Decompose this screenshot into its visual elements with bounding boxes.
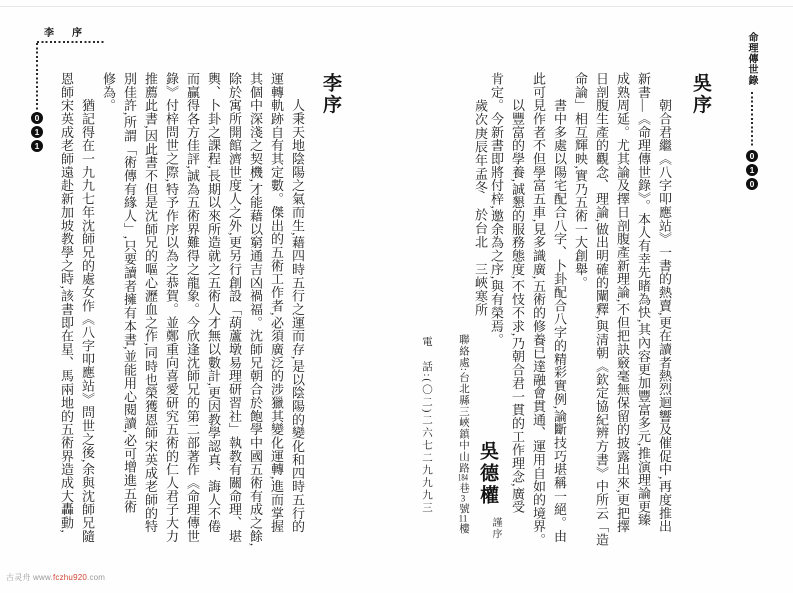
signature-honorific: 謹序 — [490, 517, 501, 540]
text-column: 肯定。今新書即將付梓,邀余為之序,與有榮焉。 — [489, 72, 504, 347]
preface-title-wu: 吳序 — [690, 73, 711, 116]
scan-edge-line — [0, 6, 793, 7]
page-digit: 1 — [31, 140, 43, 152]
contact-phone: 電 話:(〇二)二六七二九九九三 — [421, 336, 432, 515]
text-column: 運轉軌跡自有其定數。傑出的五術工作者,必須廣泛的涉獵其變化運轉,進而掌握 — [269, 72, 284, 534]
address-number: 11 — [458, 513, 468, 523]
dotted-leader — [37, 41, 105, 43]
page-digit: 0 — [31, 112, 43, 124]
text-column: 其個中深淺之契機,才能藉以窮通吉凶禍福。沈師兄朝合於飽學中國五術有成之餘, — [248, 72, 263, 547]
text-column: 猶記得在一九九七年沈師兄的處女作《八字叩應站》問世之後,余與沈師兄隨 — [80, 72, 95, 543]
text-column: 朝合君繼《八字叩應站》一書的熱賣,更在讀者熱烈迴響及催促中,再度推出 — [657, 72, 672, 534]
text-column: 人秉天地陰陽之氣而生,藉四時五行之運而存,是以陰陽的變化和四時五行的 — [290, 72, 305, 534]
text-column: 修為。 — [101, 72, 116, 113]
page-number-badge — [31, 112, 43, 152]
signature-name: 吳德權 — [477, 441, 498, 507]
text-column: 命論」相互輝映,實乃五術一大創舉。 — [573, 72, 588, 290]
dotted-leader — [751, 92, 753, 148]
text-column: 輿、卜卦之課程,長期以來所造就之五術人才無以數計,更因教學認真、誨人不倦 — [206, 72, 221, 534]
text-column: 此可見作者不但學富五車,見多識廣,五術的修養已達融會貫通、運用自如的境界。 — [531, 72, 546, 547]
page-digit: 1 — [31, 126, 43, 138]
dateline: 歲次庚辰年孟冬 於台北 三峽寒所 — [473, 72, 488, 317]
address-text: 樓 — [458, 522, 469, 535]
text-column: 以豐富的學養,誠懇的服務態度,不忮不求,乃朝合君一貫的工作理念,廣受 — [510, 72, 525, 514]
watermark-url-highlight: fczhu920 — [52, 573, 88, 582]
preface-body-li — [56, 72, 308, 557]
text-column: 書中多處以陽宅配合八字、卜卦配合八字的精彩實例,論斷技巧堪稱一絕。由 — [552, 72, 567, 543]
text-column: 除於寓所開館濟世度人之外,更另行創設「葫蘆墩易理研習社」執教有關命理、堪 — [227, 72, 242, 543]
watermark-name: 古灵舟 — [6, 573, 31, 582]
text-column: 成熟周延。尤其論及擇日剖腹產新理論,不但把訣竅毫無保留的披露出來,更把擇 — [615, 72, 630, 534]
dotted-leader — [36, 43, 38, 113]
page-digit: 0 — [746, 150, 758, 162]
address-text: 號 — [458, 502, 469, 514]
text-column: 日剖腹生產的觀念、理論,做出明確的闡釋,與清朝《欽定協紀辨方書》中所云「造 — [594, 72, 609, 547]
text-column: 新書—《命理傳世錄》。本人有幸先睹為快,其內容更加豐富多元,推演理論更臻 — [636, 72, 651, 527]
text-column: 推薦此書,因此書不但是沈師兄的嘔心瀝血之作,同時也榮獲恩師宋英成老師的特 — [143, 72, 158, 534]
text-column: 恩師宋英成老師遠赴新加坡教學之時,該書即在星、馬兩地的五術界造成大轟動, — [59, 72, 74, 534]
address-number: 184 — [458, 473, 468, 483]
text-column: 而贏得各方佳評,誠為五術界難得之龍象。今欣逢沈師兄的第二部著作《命理傳世 — [185, 72, 200, 543]
watermark — [6, 572, 105, 583]
running-label: 李 序 — [44, 28, 86, 39]
page-digit: 1 — [746, 164, 758, 176]
watermark-url-suffix: .com — [87, 573, 106, 582]
preface-body-wu — [486, 72, 675, 557]
address-text: 巷 — [458, 482, 469, 494]
running-title: 命理傳世錄 — [746, 32, 757, 86]
page-digit: 0 — [746, 178, 758, 190]
text-column: 別佳許,所謂「術傳有緣人」,只要讀者擁有本書,並能用心閱讀,必可增進五術 — [122, 72, 137, 514]
text-column: 錄》付梓問世之際,特予作序以為之恭賀。並鄭重向喜愛研究五術的仁人君子大力 — [164, 72, 179, 543]
watermark-url-prefix: www. — [30, 573, 53, 582]
address-number: 3 — [460, 493, 466, 503]
contact-address — [456, 334, 470, 534]
page-number-badge — [746, 150, 758, 190]
preface-title-li: 李序 — [320, 73, 341, 116]
address-text: 聯絡處:台北縣三峽鎮中山路 — [458, 334, 469, 474]
